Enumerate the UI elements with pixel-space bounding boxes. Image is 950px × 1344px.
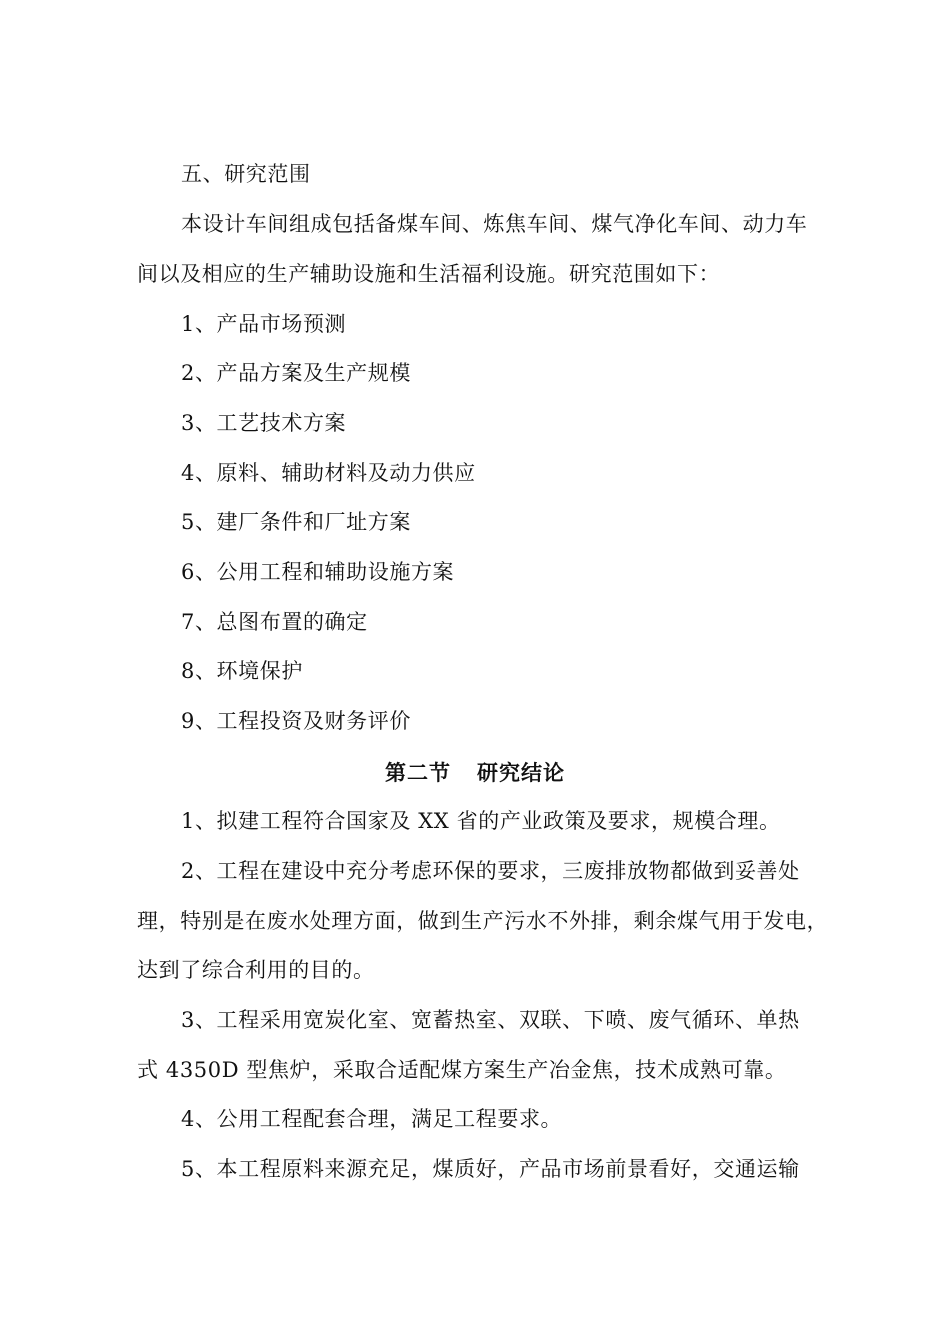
scope-list-item: 8、环境保护 <box>181 659 303 683</box>
conclusion-paragraph-line: 达到了综合利用的目的。 <box>137 958 375 982</box>
conclusion-paragraph-line: 1、拟建工程符合国家及 XX 省的产业政策及要求，规模合理。 <box>181 809 781 833</box>
conclusion-paragraph-line: 5、本工程原料来源充足，煤质好，产品市场前景看好，交通运输 <box>181 1157 800 1181</box>
intro-paragraph-line: 间以及相应的生产辅助设施和生活福利设施。研究范围如下： <box>137 262 721 286</box>
heading-section-title: 研究结论 <box>477 761 565 785</box>
scope-list-item: 1、产品市场预测 <box>181 312 347 336</box>
scope-list-item: 2、产品方案及生产规模 <box>181 361 411 385</box>
conclusion-paragraph-line: 式 4350D 型焦炉，采取合适配煤方案生产冶金焦，技术成熟可靠。 <box>137 1058 787 1082</box>
conclusion-paragraph-line: 理，特别是在废水处理方面，做到生产污水不外排，剩余煤气用于发电， <box>137 909 829 933</box>
scope-list-item: 7、总图布置的确定 <box>181 610 368 634</box>
conclusion-paragraph-line: 2、工程在建设中充分考虑环保的要求，三废排放物都做到妥善处 <box>181 859 800 883</box>
scope-list-item: 6、公用工程和辅助设施方案 <box>181 560 455 584</box>
scope-list-item: 5、建厂条件和厂址方案 <box>181 510 411 534</box>
scope-list-item: 4、原料、辅助材料及动力供应 <box>181 461 476 485</box>
heading-section-number: 第二节 <box>385 761 451 785</box>
scope-list-item: 3、工艺技术方案 <box>181 411 347 435</box>
section-heading-conclusions <box>0 759 950 787</box>
scope-list-item: 9、工程投资及财务评价 <box>181 709 411 733</box>
section-title-research-scope: 五、研究范围 <box>181 162 311 186</box>
conclusion-paragraph-line: 4、公用工程配套合理，满足工程要求。 <box>181 1107 563 1131</box>
conclusion-paragraph-line: 3、工程采用宽炭化室、宽蓄热室、双联、下喷、废气循环、单热 <box>181 1008 800 1032</box>
intro-paragraph-line: 本设计车间组成包括备煤车间、炼焦车间、煤气净化车间、动力车 <box>181 212 808 236</box>
